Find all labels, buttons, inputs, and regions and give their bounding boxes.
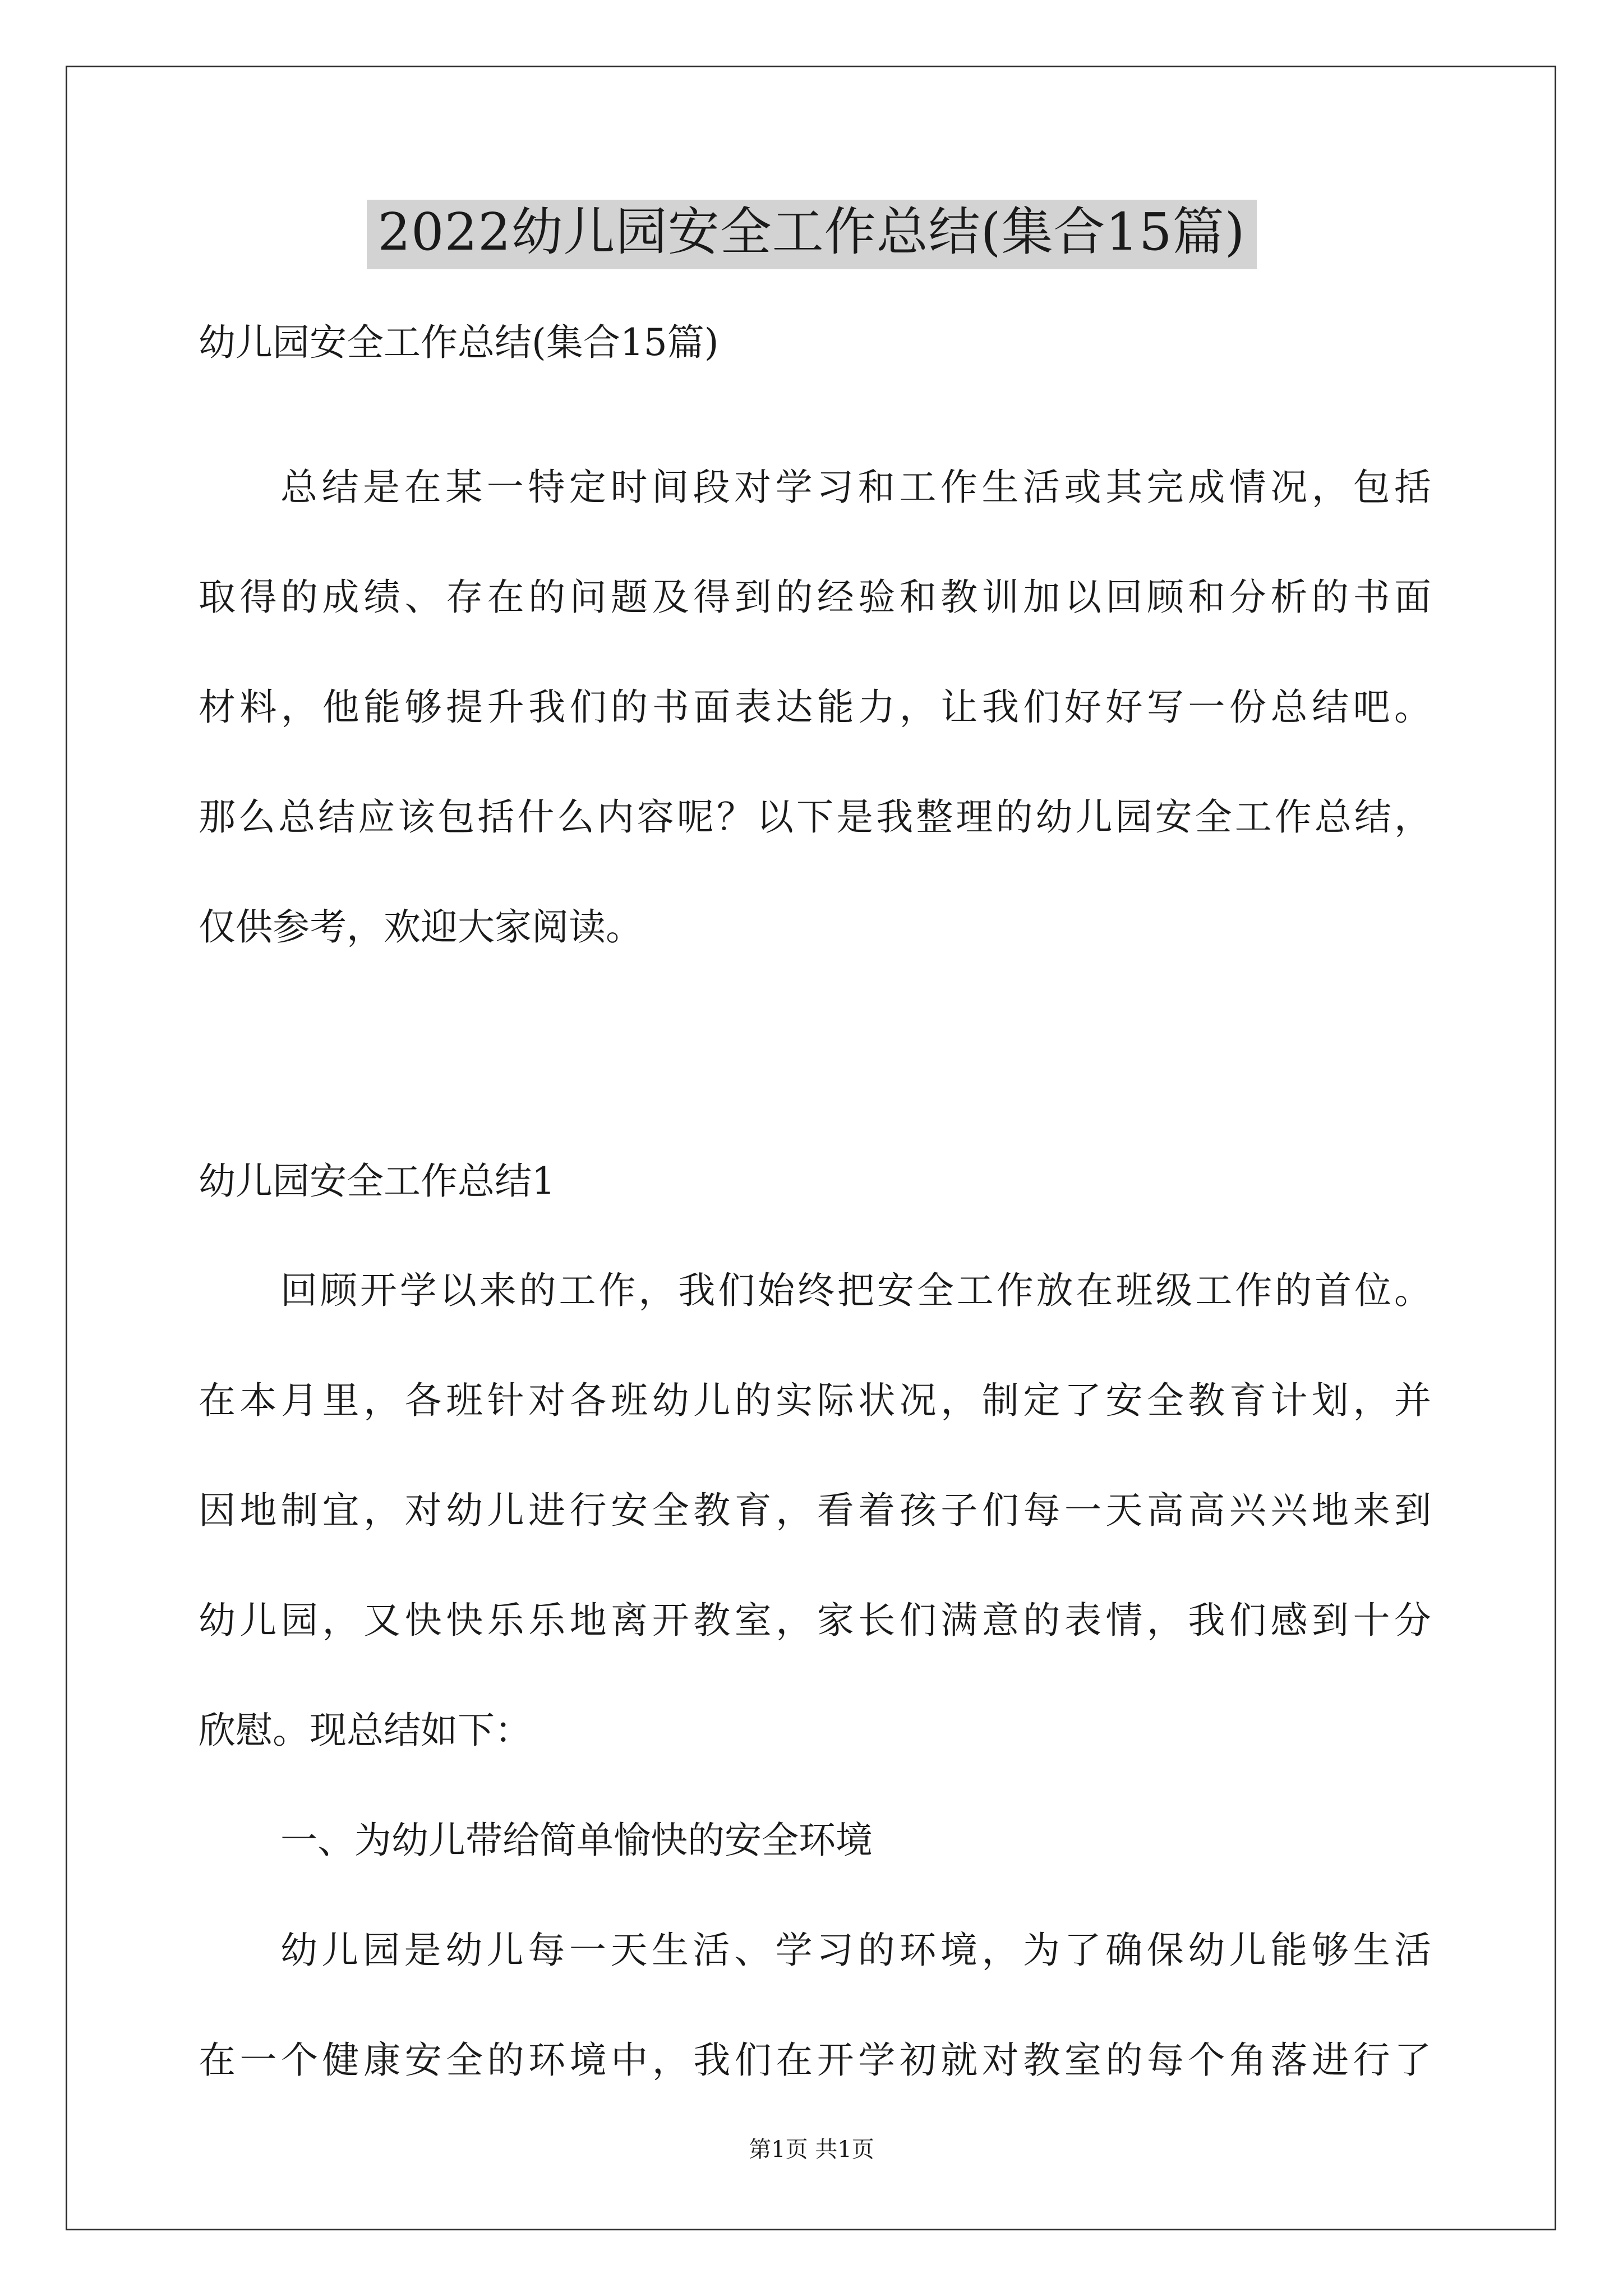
document-title <box>0 200 1623 269</box>
intro-line-4: 那么总结应该包括什么内容呢？以下是我整理的幼儿园安全工作总结， <box>199 795 1431 839</box>
section-line-1: 回顾开学以来的工作，我们始终把安全工作放在班级工作的首位。 <box>280 1269 1431 1312</box>
item-line-1: 幼儿园是幼儿每一天生活、学习的环境，为了确保幼儿能够生活 <box>280 1929 1431 1972</box>
section-line-3: 因地制宜，对幼儿进行安全教育，看着孩子们每一天高高兴兴地来到 <box>199 1489 1431 1532</box>
intro-line-1: 总结是在某一特定时间段对学习和工作生活或其完成情况，包括 <box>280 466 1431 509</box>
intro-line-3: 材料，他能够提升我们的书面表达能力，让我们好好写一份总结吧。 <box>199 685 1431 729</box>
section-heading: 幼儿园安全工作总结1 <box>199 1159 555 1203</box>
section-line-2: 在本月里，各班针对各班幼儿的实际状况，制定了安全教育计划，并 <box>199 1379 1431 1422</box>
document-subtitle: 幼儿园安全工作总结(集合15篇) <box>199 321 719 364</box>
item-heading: 一、为幼儿带给简单愉快的安全环境 <box>280 1819 873 1862</box>
page-footer: 第1页 共1页 <box>749 2137 874 2162</box>
intro-line-5: 仅供参考，欢迎大家阅读。 <box>199 905 643 949</box>
item-line-2: 在一个健康安全的环境中，我们在开学初就对教室的每个角落进行了 <box>199 2039 1431 2082</box>
page-border <box>66 66 1556 2230</box>
section-line-4: 幼儿园，又快快乐乐地离开教室，家长们满意的表情，我们感到十分 <box>199 1599 1431 1642</box>
document-title-text: 2022幼儿园安全工作总结(集合15篇) <box>367 200 1257 269</box>
intro-line-2: 取得的成绩、存在的问题及得到的经验和教训加以回顾和分析的书面 <box>199 576 1431 619</box>
section-line-5: 欣慰。现总结如下： <box>199 1709 532 1752</box>
